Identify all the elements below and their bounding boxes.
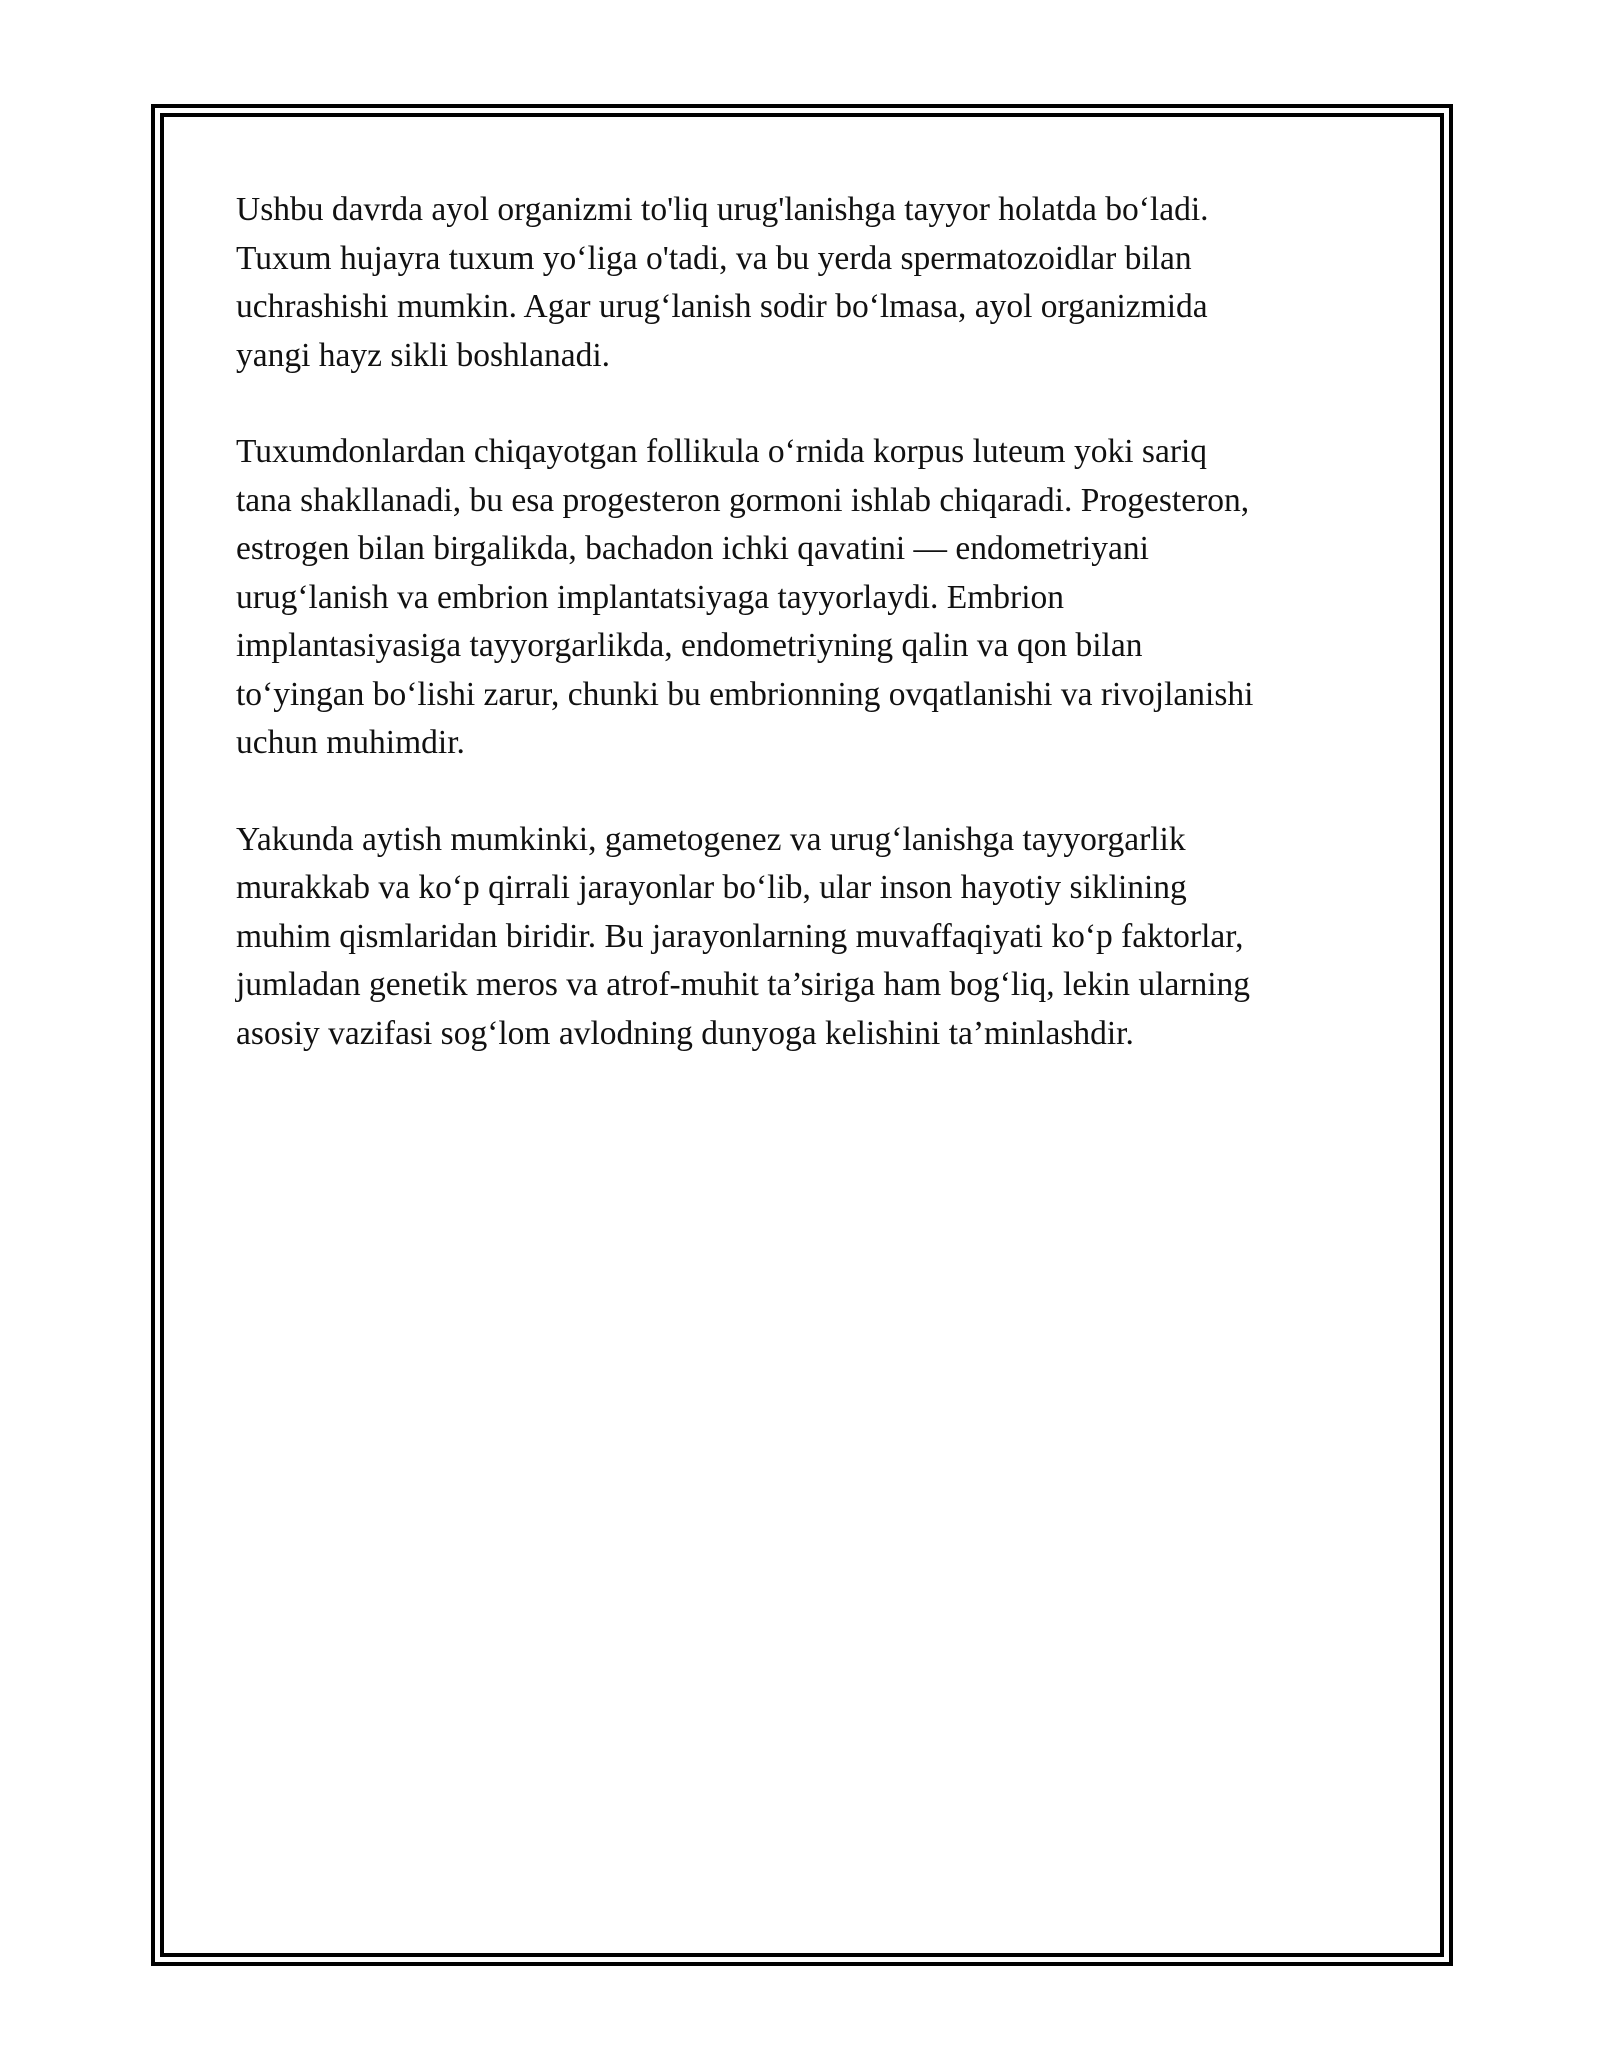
paragraph-line: Ushbu davrda ayol organizmi to'liq urug'lanishga tayyor holatda bo‘ladi. bbox=[236, 191, 1209, 228]
paragraph-line: murakkab va ko‘p qirrali jarayonlar bo‘lib, ular inson hayotiy siklining bbox=[236, 869, 1187, 906]
paragraph-line: tana shakllanadi, bu esa progesteron gormoni ishlab chiqaradi. Progesteron, bbox=[236, 481, 1250, 519]
paragraph-line: yangi hayz sikli boshlanadi. bbox=[236, 336, 611, 374]
paragraph-line: muhim qismlaridan biridir. Bu jarayonlarning muvaffaqiyati ko‘p faktorlar, bbox=[236, 917, 1244, 955]
paragraph-line: Yakunda aytish mumkinki, gametogenez va urug‘lanishga tayyorgarlik bbox=[236, 820, 1186, 858]
paragraph-line: urug‘lanish va embrion implantatsiyaga tayyorlaydi. Embrion bbox=[236, 578, 1064, 616]
paragraph-line: uchun muhimdir. bbox=[236, 724, 465, 761]
paragraph-line: to‘yingan bo‘lishi zarur, chunki bu embrionning ovqatlanishi va rivojlanishi bbox=[236, 675, 1254, 713]
paragraph-line: Tuxumdonlardan chiqayotgan follikula o‘rnida korpus luteum yoki sariq bbox=[236, 433, 1208, 470]
paragraph-line: asosiy vazifasi sog‘lom avlodning dunyoga kelishini ta’minlashdir. bbox=[236, 1014, 1134, 1052]
paragraph-line: implantasiyasiga tayyorgarlikda, endometriyning qalin va qon bilan bbox=[236, 627, 1143, 664]
paragraph-1 bbox=[236, 186, 1366, 380]
paragraph-2 bbox=[236, 428, 1366, 768]
paragraph-3 bbox=[236, 816, 1366, 1059]
paragraph-line: jumladan genetik meros va atrof-muhit ta’siriga ham bog‘liq, lekin ularning bbox=[236, 966, 1251, 1003]
document-body bbox=[236, 186, 1366, 1106]
paragraph-line: uchrashishi mumkin. Agar urug‘lanish sodir bo‘lmasa, ayol organizmida bbox=[236, 288, 1208, 325]
paragraph-line: estrogen bilan birgalikda, bachadon ichki qavatini — endometriyani bbox=[236, 530, 1149, 567]
paragraph-line: Tuxum hujayra tuxum yo‘liga o'tadi, va bu yerda spermatozoidlar bilan bbox=[236, 239, 1192, 277]
